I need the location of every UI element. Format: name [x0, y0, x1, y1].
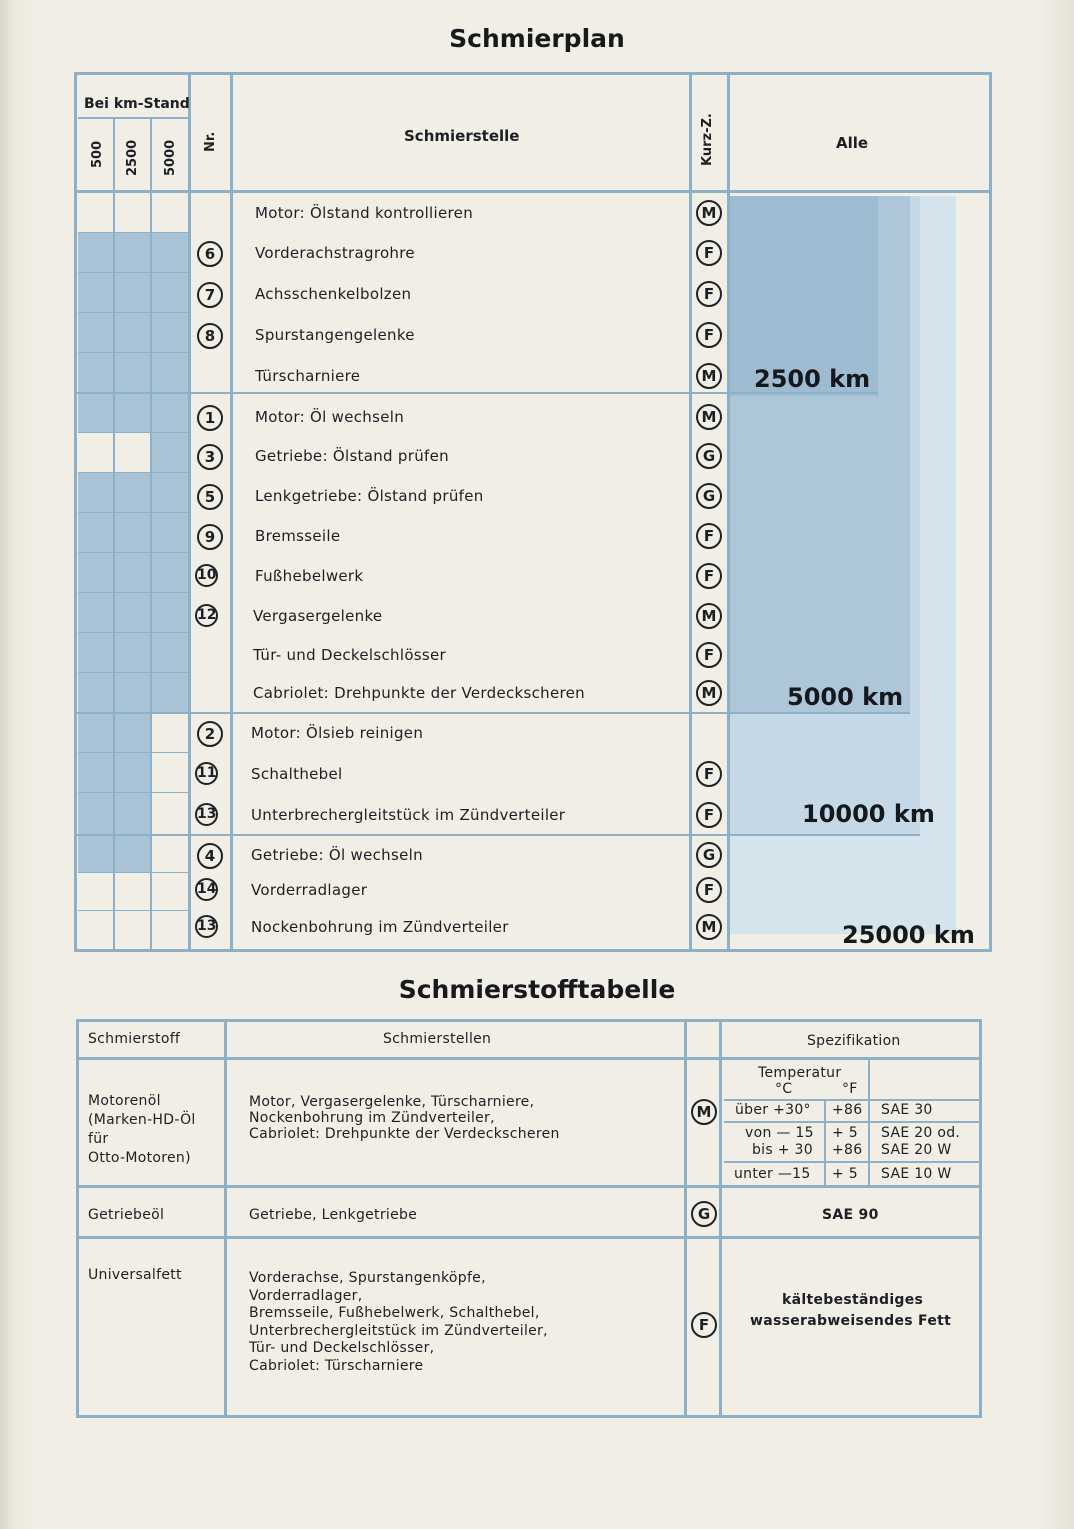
- col-line: [188, 72, 191, 950]
- schmierstelle-text: Lenkgetriebe: Ölstand prüfen: [255, 487, 484, 505]
- table-header-line: [76, 1057, 982, 1060]
- temp-line: [724, 1121, 979, 1123]
- schmierstelle-text: Vorderradlager: [251, 881, 368, 899]
- nr-circle: 7: [197, 282, 223, 308]
- temp-row-sae: SAE 20 od.: [881, 1125, 961, 1141]
- schmierstoff-header: Schmierstoff: [88, 1031, 181, 1047]
- schmierstelle-text: Bremsseile: [255, 527, 341, 545]
- stellen-line: Cabriolet: Türscharniere: [249, 1357, 424, 1374]
- nr-circle: 9: [197, 524, 223, 550]
- group-line: [74, 712, 910, 714]
- kurz-code-circle: M: [696, 200, 722, 226]
- schmierstelle-text: Motor: Öl wechseln: [255, 408, 405, 426]
- km-stand-header: Bei km-Stand: [84, 96, 190, 112]
- temp-c-label: °C: [775, 1081, 793, 1097]
- col-line: [230, 72, 233, 950]
- table-col-line: [719, 1019, 722, 1418]
- spec-universalfett-1: kältebeständiges: [782, 1292, 924, 1308]
- temp-label: Temperatur: [758, 1065, 842, 1081]
- frame-bottom: [74, 949, 992, 952]
- temp-row-c: bis + 30: [752, 1142, 813, 1158]
- temp-row-sae: SAE 20 W: [881, 1142, 952, 1158]
- nr-circle: 6: [197, 241, 223, 267]
- temp-row-f: +86: [832, 1102, 863, 1118]
- stellen-line: Cabriolet: Drehpunkte der Verdeckscheren: [249, 1126, 560, 1142]
- kurz-code-circle: F: [696, 877, 722, 903]
- schmierstelle-text: Motor: Ölsieb reinigen: [251, 724, 424, 742]
- kurz-code-circle: F: [696, 642, 722, 668]
- temp-row-c: unter —15: [734, 1166, 811, 1182]
- nr-circle: 13: [195, 803, 218, 826]
- nr-circle: 4: [197, 843, 223, 869]
- schmierstelle-text: Tür- und Deckelschlösser: [253, 646, 447, 664]
- nr-circle: 12: [195, 604, 218, 627]
- nr-circle: 13: [195, 915, 218, 938]
- stellen-line: Motor, Vergasergelenke, Türscharniere,: [249, 1094, 535, 1110]
- nr-circle: 5: [197, 484, 223, 510]
- col-line: [150, 118, 152, 950]
- schmierstelle-text: Nockenbohrung im Zündverteiler: [251, 918, 509, 936]
- spezifikation-header: Spezifikation: [807, 1033, 901, 1049]
- nr-circle: 14: [195, 878, 218, 901]
- kurz-code-circle: F: [696, 802, 722, 828]
- schmierstelle-text: Achsschenkelbolzen: [255, 285, 412, 303]
- spec-universalfett-2: wasserabweisendes Fett: [750, 1313, 952, 1329]
- temp-row-sae: SAE 10 W: [881, 1166, 952, 1182]
- stellen-getriebeoel: Getriebe, Lenkgetriebe: [249, 1207, 418, 1223]
- kurz-code-circle: M: [696, 603, 722, 629]
- col-line: [113, 118, 115, 950]
- interval-2500-header: 2500: [125, 139, 140, 176]
- temp-row-f: +86: [832, 1142, 863, 1158]
- temp-row-sae: SAE 30: [881, 1102, 933, 1118]
- km-label-2500: 2500 km: [754, 365, 871, 393]
- kurz-header: Kurz-Z.: [700, 113, 715, 166]
- interval-shade: [78, 392, 189, 432]
- kurz-code-circle: M: [696, 404, 722, 430]
- kurz-code-circle: F: [696, 563, 722, 589]
- kurz-code-circle: F: [696, 240, 722, 266]
- code-circle: F: [691, 1312, 717, 1338]
- table-title: Schmierstofftabelle: [398, 975, 676, 1004]
- km-label-10000: 10000 km: [802, 800, 935, 828]
- kurz-code-circle: G: [696, 483, 722, 509]
- interval-shade: [78, 712, 152, 834]
- nr-circle: 1: [197, 405, 223, 431]
- interval-shade: [78, 834, 152, 872]
- schmierstelle-text: Vergasergelenke: [253, 607, 383, 625]
- stellen-line: Bremsseile, Fußhebelwerk, Schalthebel,: [249, 1305, 540, 1321]
- table-row-line: [76, 1236, 982, 1239]
- header-divider: [74, 190, 992, 193]
- temp-row-f: + 5: [832, 1166, 858, 1182]
- kurz-code-circle: M: [696, 914, 722, 940]
- table-frame-left: [76, 1019, 79, 1418]
- group-line: [74, 834, 920, 836]
- stoff-line: Motorenöl: [88, 1093, 161, 1109]
- km-label-25000: 25000 km: [842, 921, 975, 949]
- spec-getriebeoel: SAE 90: [822, 1207, 879, 1223]
- temp-line: [868, 1060, 870, 1100]
- table-frame-right: [979, 1019, 982, 1418]
- kurz-code-circle: M: [696, 363, 722, 389]
- stellen-line: Tür- und Deckelschlösser,: [249, 1340, 435, 1356]
- stoff-line: Otto-Motoren): [88, 1150, 191, 1166]
- schmierstelle-text: Türscharniere: [255, 367, 361, 385]
- temp-row-c: von — 15: [745, 1125, 814, 1141]
- interval-500-header: 500: [90, 140, 105, 168]
- schmierstelle-text: Vorderachstragrohre: [255, 244, 415, 262]
- schmierstellen-header: Schmierstellen: [383, 1031, 492, 1047]
- table-col-line: [684, 1019, 687, 1418]
- schmierstelle-text: Spurstangengelenke: [255, 326, 415, 344]
- stoff-line: (Marken-HD-Öl: [88, 1112, 196, 1128]
- schmierstelle-text: Getriebe: Öl wechseln: [251, 846, 423, 864]
- temp-f-label: °F: [842, 1081, 858, 1097]
- stellen-line: Unterbrechergleitstück im Zündverteiler,: [249, 1322, 548, 1339]
- table-col-line: [224, 1019, 227, 1418]
- col-line: [689, 72, 692, 950]
- stellen-line: Vorderachse, Spurstangenköpfe,: [249, 1270, 486, 1286]
- temp-row-f: + 5: [832, 1125, 858, 1141]
- interval-5000-header: 5000: [163, 139, 178, 176]
- schmierstelle-text: Unterbrechergleitstück im Zündverteiler: [251, 806, 566, 824]
- code-circle: M: [691, 1099, 717, 1125]
- kurz-code-circle: G: [696, 842, 722, 868]
- frame-right: [989, 72, 992, 952]
- temp-line: [824, 1099, 826, 1187]
- temp-line: [724, 1161, 979, 1163]
- table-row-line: [76, 1185, 982, 1188]
- interval-shade: [152, 432, 189, 472]
- nr-circle: 11: [195, 762, 218, 785]
- schmierstelle-header: Schmierstelle: [404, 127, 520, 145]
- stellen-line: Nockenbohrung im Zündverteiler,: [249, 1110, 495, 1126]
- stellen-universalfett: [249, 1270, 548, 1375]
- kurz-code-circle: F: [696, 322, 722, 348]
- nr-circle: 3: [197, 444, 223, 470]
- nr-header: Nr.: [203, 131, 218, 152]
- nr-circle: 2: [197, 721, 223, 747]
- temp-line: [868, 1099, 870, 1187]
- kurz-code-circle: F: [696, 281, 722, 307]
- stoff-universalfett: Universalfett: [88, 1267, 182, 1283]
- code-circle: G: [691, 1201, 717, 1227]
- frame-left: [74, 72, 77, 952]
- nr-circle: 10: [195, 564, 218, 587]
- table-frame-top: [76, 1019, 982, 1022]
- table-frame-bottom: [76, 1415, 982, 1418]
- schmierstelle-text: Cabriolet: Drehpunkte der Verdeckscheren: [253, 684, 585, 702]
- stoff-motorenoel: [88, 1092, 196, 1168]
- nr-circle: 8: [197, 323, 223, 349]
- kurz-code-circle: F: [696, 523, 722, 549]
- page-title: Schmierplan: [449, 24, 625, 53]
- schmierstelle-text: Fußhebelwerk: [255, 567, 364, 585]
- temp-line: [724, 1099, 979, 1101]
- col-line: [727, 72, 730, 950]
- kurz-code-circle: G: [696, 443, 722, 469]
- km-label-5000: 5000 km: [787, 683, 904, 711]
- stellen-motorenoel: [249, 1094, 560, 1142]
- schmierstelle-text: Schalthebel: [251, 765, 343, 783]
- stoff-getriebeoel: Getriebeöl: [88, 1207, 165, 1223]
- kurz-code-circle: F: [696, 761, 722, 787]
- temp-row-c: über +30°: [735, 1102, 811, 1118]
- frame-top: [74, 72, 992, 75]
- schmierstelle-text: Motor: Ölstand kontrollieren: [255, 204, 473, 222]
- kurz-code-circle: M: [696, 680, 722, 706]
- alle-header: Alle: [836, 134, 869, 152]
- km-stand-divider: [78, 117, 190, 119]
- schmierstelle-text: Getriebe: Ölstand prüfen: [255, 447, 449, 465]
- stellen-line: Vorderradlager,: [249, 1287, 363, 1304]
- stoff-line: für: [88, 1131, 109, 1147]
